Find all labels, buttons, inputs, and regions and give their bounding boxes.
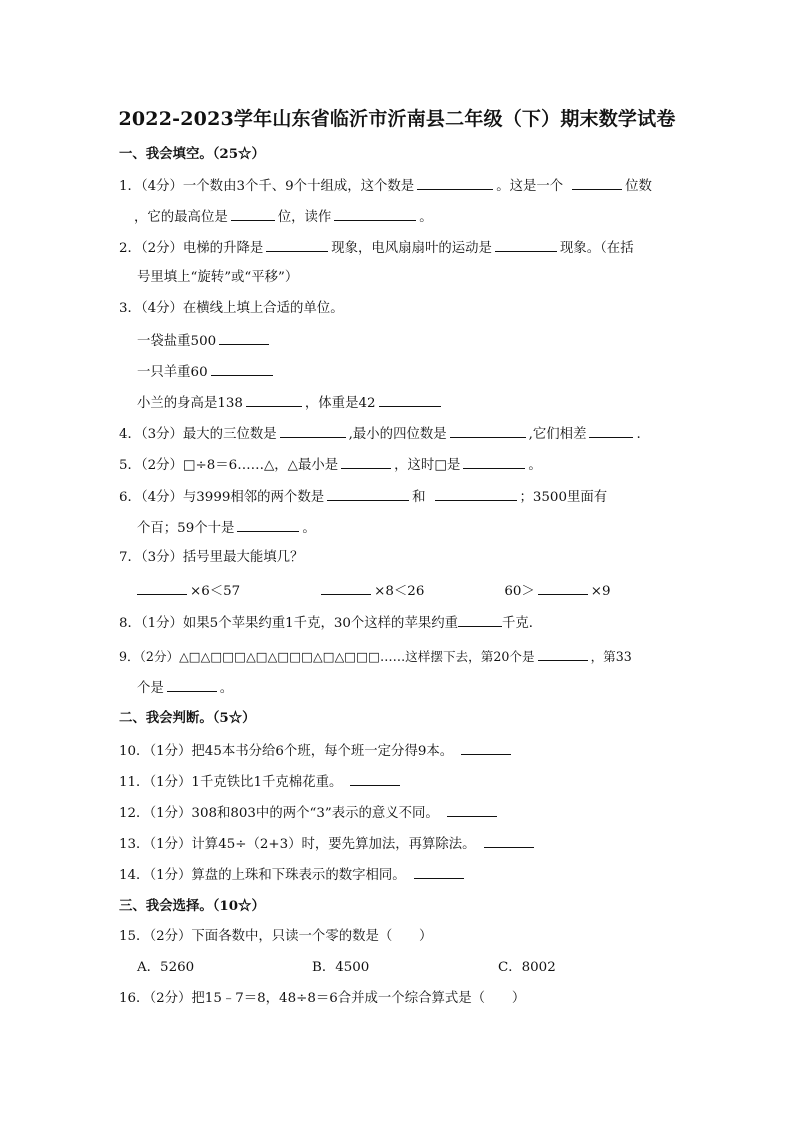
answer-blank[interactable]: [266, 237, 328, 252]
question-11: 11．（1分）1千克铁比1千克棉花重。: [119, 771, 403, 793]
answer-blank[interactable]: [341, 454, 391, 469]
answer-blank[interactable]: [538, 580, 588, 595]
question-7: 7．（3分）括号里最大能填几？: [119, 550, 304, 565]
question-13: 13．（1分）计算45÷（2+3）时，要先算加法，再算除法。: [119, 833, 537, 855]
answer-blank[interactable]: [447, 802, 497, 817]
section-1-heading: 一、我会填空。（25☆）: [119, 146, 265, 162]
answer-blank[interactable]: [450, 423, 526, 438]
answer-blank[interactable]: [495, 237, 557, 252]
question-10: 10．（1分）把45本书分给6个班，每个班一定分得9本。: [119, 740, 514, 762]
question-9: 9．（2分）△□△□□□△□△□□□△□△□□□……这样摆下去，第20个是 ，第33: [119, 646, 632, 667]
question-2: 2．（2分）电梯的升降是 现象，电风扇扇叶的运动是 现象。（在括: [119, 237, 634, 259]
section-3-heading: 三、我会选择。（10☆）: [119, 898, 265, 914]
answer-blank[interactable]: [334, 206, 416, 221]
answer-blank[interactable]: [137, 580, 187, 595]
answer-blank[interactable]: [167, 677, 217, 692]
answer-blank[interactable]: [379, 392, 441, 407]
answer-blank[interactable]: [237, 517, 299, 532]
answer-blank[interactable]: [327, 486, 409, 501]
exam-title: 2022-2023学年山东省临沂市沂南县二年级（下）期末数学试卷: [118, 108, 676, 130]
question-6: 6．（4分）与3999相邻的两个数是 和 ；3500里面有: [119, 486, 607, 508]
answer-blank[interactable]: [484, 833, 534, 848]
question-14: 14．（1分）算盘的上珠和下珠表示的数字相同。: [119, 864, 467, 886]
question-1-cont: ，它的最高位是 位，读作 。: [134, 206, 433, 228]
answer-blank[interactable]: [321, 580, 371, 595]
question-3-item-3: 小兰的身高是138 ，体重是42: [137, 392, 444, 414]
answer-blank[interactable]: [414, 864, 464, 879]
question-2-cont: 号里填上“旋转”或“平移”）: [137, 270, 299, 285]
question-3: 3．（4分）在横线上填上合适的单位。: [119, 301, 344, 316]
answer-blank[interactable]: [211, 361, 273, 376]
question-15-option-b[interactable]: B．4500: [312, 960, 370, 975]
question-3-item-2: 一只羊重60: [137, 361, 276, 383]
question-15: 15．（2分）下面各数中，只读一个零的数是（ ）: [119, 929, 433, 944]
answer-blank[interactable]: [461, 740, 511, 755]
question-12: 12．（1分）308和803中的两个“3”表示的意义不同。: [119, 802, 500, 824]
question-15-option-c[interactable]: C．8002: [498, 960, 556, 975]
question-1: 1．（4分）一个数由3个千、9个十组成，这个数是 。这是一个 位数: [119, 175, 652, 197]
question-15-option-a[interactable]: A．5260: [137, 960, 195, 975]
answer-blank[interactable]: [219, 330, 269, 345]
answer-blank[interactable]: [572, 175, 622, 190]
question-8: 8．（1分）如果5个苹果约重1千克，30个这样的苹果约重 千克．: [119, 612, 542, 634]
answer-blank[interactable]: [463, 454, 525, 469]
question-6-cont: 个百；59个十是 。: [137, 517, 316, 539]
answer-blank[interactable]: [589, 423, 633, 438]
question-9-cont: 个是 。: [137, 677, 233, 699]
answer-blank[interactable]: [458, 612, 502, 627]
answer-blank[interactable]: [350, 771, 400, 786]
answer-blank[interactable]: [280, 423, 346, 438]
answer-blank[interactable]: [231, 206, 275, 221]
section-2-heading: 二、我会判断。（5☆）: [119, 710, 256, 726]
answer-blank[interactable]: [246, 392, 302, 407]
question-3-item-1: 一袋盐重500: [137, 330, 272, 352]
answer-blank[interactable]: [435, 486, 517, 501]
question-16: 16．（2分）把15﹣7＝8，48÷8＝6合并成一个综合算式是（ ）: [119, 991, 526, 1006]
answer-blank[interactable]: [538, 646, 588, 661]
question-7-items: ×6＜57 ×8＜26 60＞ ×9: [137, 580, 611, 602]
answer-blank[interactable]: [417, 175, 493, 190]
question-5: 5．（2分）□÷8＝6……△，△最小是 ，这时□是 。: [119, 454, 542, 476]
question-4: 4．（3分）最大的三位数是 ,最小的四位数是 ,它们相差 .: [119, 423, 641, 445]
